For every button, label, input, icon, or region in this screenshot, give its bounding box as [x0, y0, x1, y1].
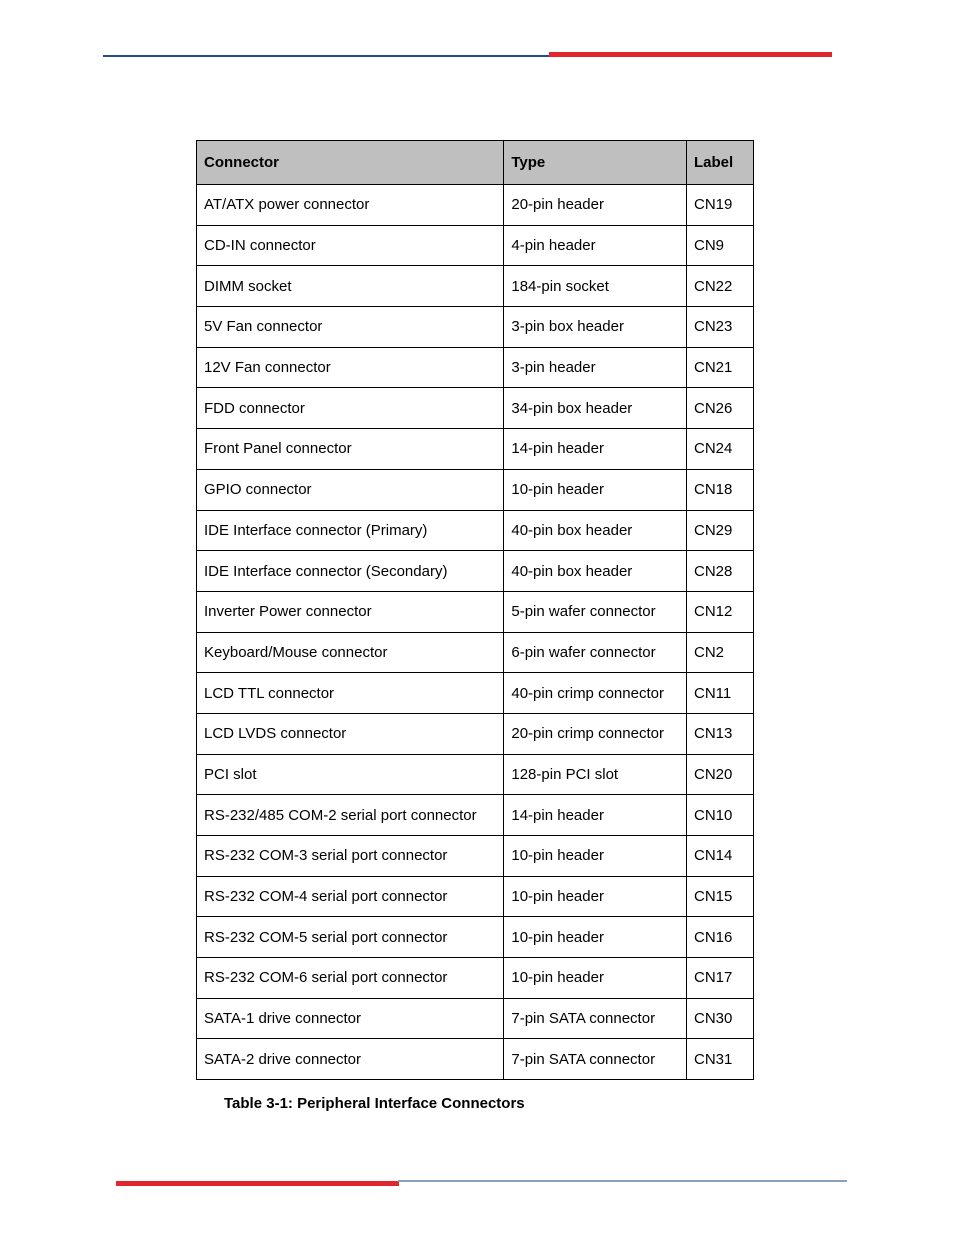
- table-row: [197, 673, 754, 714]
- cell-type: 40-pin crimp connector: [504, 673, 687, 714]
- cell-connector: RS-232 COM-4 serial port connector: [197, 876, 504, 917]
- cell-connector: Keyboard/Mouse connector: [197, 632, 504, 673]
- table-row: [197, 713, 754, 754]
- cell-connector: Front Panel connector: [197, 429, 504, 470]
- cell-label: CN15: [687, 876, 754, 917]
- column-header-label: Label: [687, 141, 754, 185]
- cell-connector: LCD TTL connector: [197, 673, 504, 714]
- cell-type: 14-pin header: [504, 429, 687, 470]
- table-row: [197, 469, 754, 510]
- footer-rule-red: [116, 1181, 399, 1186]
- cell-label: CN31: [687, 1039, 754, 1080]
- table-row: [197, 551, 754, 592]
- table-row: [197, 225, 754, 266]
- cell-label: CN28: [687, 551, 754, 592]
- cell-connector: IDE Interface connector (Secondary): [197, 551, 504, 592]
- table-row: [197, 998, 754, 1039]
- cell-connector: AT/ATX power connector: [197, 185, 504, 226]
- table-row: [197, 591, 754, 632]
- cell-type: 4-pin header: [504, 225, 687, 266]
- cell-label: CN26: [687, 388, 754, 429]
- cell-type: 10-pin header: [504, 469, 687, 510]
- cell-label: CN23: [687, 307, 754, 348]
- cell-connector: GPIO connector: [197, 469, 504, 510]
- table-row: [197, 429, 754, 470]
- table-row: [197, 795, 754, 836]
- cell-type: 10-pin header: [504, 876, 687, 917]
- cell-connector: 5V Fan connector: [197, 307, 504, 348]
- cell-connector: PCI slot: [197, 754, 504, 795]
- cell-label: CN16: [687, 917, 754, 958]
- cell-connector: SATA-2 drive connector: [197, 1039, 504, 1080]
- table-row: [197, 307, 754, 348]
- cell-label: CN18: [687, 469, 754, 510]
- cell-label: CN14: [687, 836, 754, 877]
- cell-type: 20-pin header: [504, 185, 687, 226]
- cell-connector: Inverter Power connector: [197, 591, 504, 632]
- cell-label: CN30: [687, 998, 754, 1039]
- cell-label: CN22: [687, 266, 754, 307]
- table-row: [197, 185, 754, 226]
- cell-connector: RS-232 COM-3 serial port connector: [197, 836, 504, 877]
- table-header-row: [197, 141, 754, 185]
- cell-connector: LCD LVDS connector: [197, 713, 504, 754]
- table-row: [197, 347, 754, 388]
- cell-type: 5-pin wafer connector: [504, 591, 687, 632]
- cell-label: CN10: [687, 795, 754, 836]
- table-row: [197, 266, 754, 307]
- cell-label: CN9: [687, 225, 754, 266]
- table-row: [197, 754, 754, 795]
- cell-type: 7-pin SATA connector: [504, 1039, 687, 1080]
- column-header-type: Type: [504, 141, 687, 185]
- cell-type: 128-pin PCI slot: [504, 754, 687, 795]
- cell-type: 6-pin wafer connector: [504, 632, 687, 673]
- cell-label: CN20: [687, 754, 754, 795]
- cell-label: CN12: [687, 591, 754, 632]
- cell-type: 184-pin socket: [504, 266, 687, 307]
- table-row: [197, 958, 754, 999]
- cell-type: 7-pin SATA connector: [504, 998, 687, 1039]
- table-row: [197, 632, 754, 673]
- cell-label: CN11: [687, 673, 754, 714]
- header-rule-blue: [103, 55, 552, 57]
- cell-connector: SATA-1 drive connector: [197, 998, 504, 1039]
- cell-type: 34-pin box header: [504, 388, 687, 429]
- cell-connector: CD-IN connector: [197, 225, 504, 266]
- table-row: [197, 917, 754, 958]
- cell-connector: FDD connector: [197, 388, 504, 429]
- cell-label: CN13: [687, 713, 754, 754]
- cell-type: 14-pin header: [504, 795, 687, 836]
- cell-type: 10-pin header: [504, 836, 687, 877]
- cell-type: 10-pin header: [504, 958, 687, 999]
- footer-rule-blue: [398, 1180, 847, 1182]
- table-row: [197, 510, 754, 551]
- table-row: [197, 836, 754, 877]
- cell-label: CN24: [687, 429, 754, 470]
- cell-label: CN21: [687, 347, 754, 388]
- cell-type: 3-pin box header: [504, 307, 687, 348]
- table-caption: Table 3-1: Peripheral Interface Connectors: [224, 1095, 525, 1112]
- cell-type: 20-pin crimp connector: [504, 713, 687, 754]
- cell-connector: RS-232 COM-6 serial port connector: [197, 958, 504, 999]
- table-row: [197, 388, 754, 429]
- cell-connector: 12V Fan connector: [197, 347, 504, 388]
- cell-type: 40-pin box header: [504, 551, 687, 592]
- cell-label: CN19: [687, 185, 754, 226]
- cell-connector: RS-232/485 COM-2 serial port connector: [197, 795, 504, 836]
- cell-label: CN17: [687, 958, 754, 999]
- cell-type: 40-pin box header: [504, 510, 687, 551]
- table-row: [197, 1039, 754, 1080]
- table-body: [197, 185, 754, 1080]
- cell-connector: RS-232 COM-5 serial port connector: [197, 917, 504, 958]
- cell-connector: DIMM socket: [197, 266, 504, 307]
- cell-type: 3-pin header: [504, 347, 687, 388]
- column-header-connector: Connector: [197, 141, 504, 185]
- table-row: [197, 876, 754, 917]
- header-rule-red: [549, 52, 832, 57]
- cell-label: CN2: [687, 632, 754, 673]
- cell-connector: IDE Interface connector (Primary): [197, 510, 504, 551]
- peripheral-connectors-table: [196, 140, 754, 1080]
- cell-type: 10-pin header: [504, 917, 687, 958]
- cell-label: CN29: [687, 510, 754, 551]
